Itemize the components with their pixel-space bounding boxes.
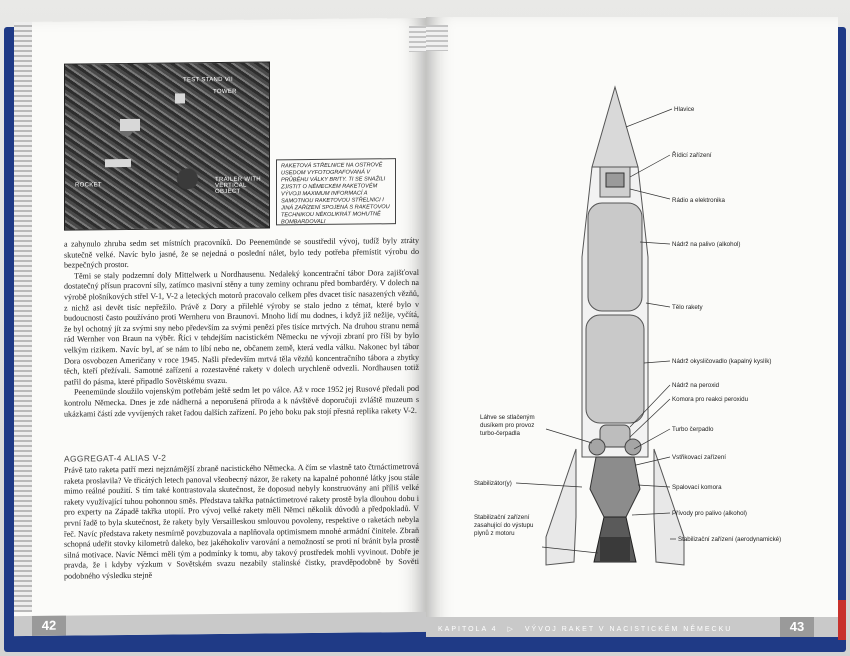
paragraph: a zahynulo zhruba sedm set místních pracovníků. Do Peenemünde se soustředil vývoj, tudíž byly ztráty skutečně velké. Navíc bylo jasné, že se nejedná o poslední nálet, bylo tedy potřeba přemístit výrobu do bezpečných prostor.	[64, 235, 419, 270]
label-okyslicovadlo: Nádrž okysličovadlo (kapalný kyslík)	[672, 358, 772, 365]
page-number: 43	[780, 617, 814, 637]
label-telo: Tělo rakety	[672, 304, 703, 311]
paragraph: Právě tato raketa patří mezi nejznámější zbraně nacistického Německa. A čím se vlastně tato čtrnáctimetrová raketa proslavila? Ve třicátých letech panoval všeobecný názor, že rakety na kapalné pohonné látky jsou stále mimo reálné použití. S tím také kontrastovala skutečnost, že doposud nebyly konstruovány ani příliš velké rakety využívající tuhou pohonnou směs. Představa takřka patnáctimetrové rakety prostě byla dlouhou dobu i pro experty na Západě takřka utopií. Pro vývoj velké rakety měli Němci několik důvodů a předpokladů. V první řadě to byla skutečnost, že rakety byly Versailleskou smlouvou povoleny, respektive o raketách nebyla řeč. Navíc představa rakety nesmírně povzbuzovala a naplňovala optimismem mnohé armádní činitele. Zbraň schopná udeřit stovky kilometrů daleko, bez jakéhokoliv varování a nemožností se proti ní bránit byla prostě silná motivace. Navíc Němci měli tým a podmínky k tomu, aby takový prostředek mohli vyvinout. Dobře je pravda, že i kdyby výzkum v Sovětském svazu nezabily stalinské čistky, pravděpodobně by Sověti podobného výsledku stejně	[64, 461, 419, 581]
label-komora-peroxid: Komora pro reakci peroxidu	[672, 396, 749, 403]
photo-label-rocket: ROCKET	[75, 182, 102, 189]
nitrogen-bottle	[625, 439, 641, 455]
label-stab-zar-1: Stabilizační zařízení	[474, 514, 530, 521]
label-stab-zar-2: zasahující do výstupu	[474, 522, 534, 529]
aerial-photo	[64, 61, 270, 230]
jet-vanes	[600, 537, 630, 561]
photo-label-test-stand: TEST STAND VII	[183, 76, 233, 84]
label-vstrikovaci: Vstřikovací zařízení	[672, 454, 726, 461]
photo-caption: RAKETOVÁ STŘELNICE NA OSTROVĚ USEDOM VYFOTOGRAFOVANÁ V PRŮBĚHU VÁLKY BRITY. TI SE SNAŽILI ZJISTIT O NĚMECKÉM RAKETOVÉM VÝVOJI MAXIMUM INFORMACÍ A SAMOTNOU RAKETOVOU STŘELNICI I JINÁ ZAŘÍZENÍ SPOJENÁ S RAKETOVOU TECHNIKOU NĚKOLIKRÁT MOHUTNĚ BOMBARDOVALI	[276, 158, 396, 225]
label-stab-zar-3: plynů z motoru	[474, 530, 515, 537]
label-spalovaci: Spalovací komora	[672, 484, 722, 491]
left-page-edge-stripes	[14, 22, 32, 612]
label-stabilizator: Stabilizátor(y)	[474, 480, 512, 487]
left-page	[14, 18, 426, 636]
label-ridici: Řídicí zařízení	[672, 152, 712, 159]
paragraph: Peenemünde sloužilo vojenským potřebám ještě sedm let po válce. Až v roce 1952 jej Rusové předali pod kontrolu Německa. Dnes je zde nádherná a neporušená příroda a k návštěvě doporučuji zvláště muzeum s ukázkami částí zde vyvíjených raket řadou dalších zařízení. Po jeho boku pak stojí přesná replika rakety V-2.	[64, 384, 419, 419]
label-radio: Rádio a elektronika	[672, 197, 725, 204]
footer-chapter-title: VÝVOJ RAKET V NACISTICKÉM NĚMECKU	[524, 626, 733, 633]
right-fin	[654, 449, 684, 565]
label-lahve-3: turbo-čerpadla	[480, 430, 520, 437]
photo-building	[120, 119, 140, 131]
main-text	[64, 236, 419, 420]
label-turbo: Turbo čerpadlo	[672, 426, 714, 433]
label-lahve-2: dusíkem pro provoz	[480, 422, 535, 429]
page-number: 42	[32, 616, 66, 636]
right-page	[426, 17, 838, 637]
footer-chapter-number: KAPITOLA 4	[438, 626, 498, 633]
fuel-tank	[588, 203, 642, 311]
section-heading: AGGREGAT-4 ALIAS V-2	[64, 452, 167, 464]
section-text	[64, 462, 419, 582]
oxidizer-tank	[586, 315, 644, 423]
label-peroxid: Nádrž na peroxid	[672, 382, 720, 389]
cover-red-ribbon	[838, 600, 846, 640]
photo-building	[175, 93, 185, 103]
guidance-box	[606, 173, 624, 187]
combustion-chamber	[590, 457, 640, 517]
left-corner-stripes	[409, 26, 426, 52]
paragraph: Těmi se staly podzemní doly Mittelwerk u Nordhausenu. Nedaleký koncentrační tábor Dora zajišťoval dostatečný přísun pracovní síly, zatímco masivní stěny a tuny zeminy ochranu před bombardéry. V dolech na výrobě plošníkových střel V-1, V-2 a leteckých motorů pracovalo celkem přes dvacet tisíc nasazených vězňů, z nichž asi devět tisíc nepřežilo. Právě z Dory a přilehlé výroby se stalo jedno z témat, které bylo v budoucnosti často používáno proti Wernheru von Braunovi. Mnoho lidí mu dodnes, i když již nežije, vyčítá, že byl ochotný jít za svými sny nebo především za svými penězi přes tisíce mrtvých. Na druhou stranu nemá rád Wernher von Braun na výběr. Říci v tehdejším nacistickém Německu ne vývoji zbraní pro říši by bylo velkým rizikem. Navíc byl, ať se nám to líbí nebo ne, občanem země, která vedla válku. Nakonec byl tábor Dora osvobozen Američany v roce 1945. Našli především mrtvá těla vězňů koncentračního tábora a zbytky těch, kteří přežívali. Samotné zařízení a rozestavěné rakety v dolech urychleně odvezli. Nordhausen totiž patřil do pásma, které připadlo Sovětskému svazu.	[64, 267, 419, 387]
label-privody: Přívody pro palivo (alkohol)	[672, 510, 747, 517]
photo-label-trailer: TRAILER WITH VERTICAL OBJECT	[215, 176, 261, 196]
nose-cone	[592, 87, 638, 167]
chevron-right-icon: ▷	[507, 626, 515, 633]
nitrogen-bottle	[589, 439, 605, 455]
label-lahve-1: Láhve se stlačeným	[480, 414, 535, 421]
footer-chapter	[438, 625, 732, 633]
photo-building	[105, 159, 131, 167]
v2-rocket-diagram	[426, 17, 838, 617]
label-palivo: Nádrž na palivo (alkohol)	[672, 241, 741, 248]
photo-label-tower: TOWER	[213, 88, 237, 96]
label-hlavice: Hlavice	[674, 106, 695, 113]
label-stab-aero: Stabilizační zařízení (aerodynamické)	[678, 536, 782, 543]
